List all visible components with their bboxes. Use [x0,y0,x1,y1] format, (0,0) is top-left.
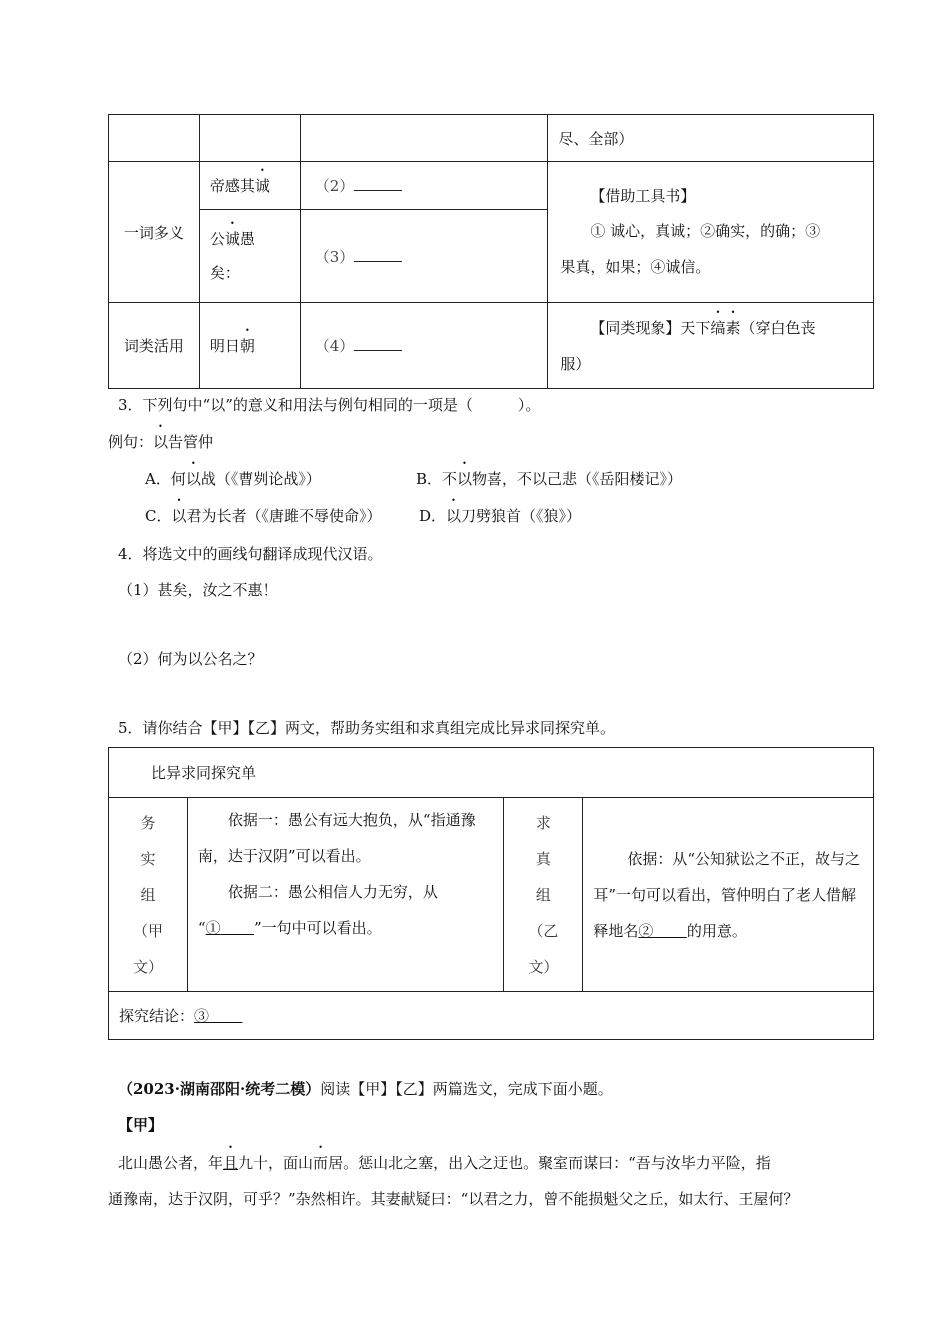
answer-blank-4[interactable]: （4） [300,303,548,389]
option-d[interactable]: D．以刀劈狼首（《狼》） [419,507,582,525]
answer-blank-3b[interactable]: ③ [194,1007,210,1025]
similar-phenomenon-note: 【同类现象】天下缟素（穿白色丧 服） [548,303,874,389]
passage-label-jia: 【甲】 [118,1116,164,1134]
group-label-truth: 求 真 组 （乙 文） [504,798,583,992]
question-4-stem: 4．将选文中的画线句翻译成现代汉语。 [118,545,383,563]
question-5-stem: 5．请你结合【甲】【乙】两文，帮助务实组和求真组完成比异求同探究单。 [118,719,616,737]
comparison-table [108,747,874,1040]
question-3-stem: 3．下列句中“以”的意义和用法与例句相同的一项是（ ）。 [118,396,541,414]
option-a[interactable]: A．何以战（《曹刿论战》） [145,470,321,488]
question-4-sentence-2: （2）何为以公名之？ [118,650,263,668]
passage-header: （2023·湖南邵阳·统考二模）阅读【甲】【乙】两篇选文，完成下面小题。 [118,1080,613,1098]
option-b[interactable]: B．不以物喜，不以己悲（《岳阳楼记》） [416,470,683,488]
sentence-2: 公诚愚 矣： [199,210,300,303]
practical-evidence: 依据一：愚公有远大抱负，从“指通豫南，达于汉阴”可以看出。 依据二：愚公相信人力无穷，从 “① ”一句中可以看出。 [187,798,504,992]
truth-evidence: 依据：从“公知狱讼之不正，故与之耳”一句可以看出，管仲明白了老人借解释地名② 的用意。 [583,798,874,992]
sentence-3: 明日朝 [199,303,300,389]
answer-blank-2[interactable]: （2） [300,162,548,210]
passage-line-2: 通豫南，达于汉阴，可乎？”杂然相许。其妻献疑曰：“以君之力，曾不能损魁父之丘，如太行、王屋何？ [108,1190,799,1208]
answer-blank-1[interactable]: ① [205,919,221,937]
passage-line-1: 北山愚公者，年且九十，面山而居。惩山北之塞，出入之迂也。聚室而谋曰：“吾与汝毕力平险，指 [118,1154,771,1172]
conclusion-row: 探究结论：③ [109,992,874,1040]
answer-blank-3[interactable]: （3） [300,210,548,303]
word-meaning-table [108,114,874,389]
table1-cell-continued: 尽、全部） [548,115,874,162]
option-c[interactable]: C．以君为长者（《唐雎不辱使命》） [145,507,382,525]
dictionary-note: 【借助工具书】 ① 诚心，真诚；②确实，的确；③ 果真，如果；④诚信。 [548,162,874,303]
sentence-1: 帝感其诚 [199,162,300,210]
comparison-table-title: 比异求同探究单 [109,748,874,798]
row-label-polysemy: 一词多义 [109,162,200,303]
group-label-practical: 务 实 组 （甲 文） [109,798,188,992]
row-label-conversion: 词类活用 [109,303,200,389]
question-4-sentence-1: （1）甚矣，汝之不惠！ [118,581,278,599]
answer-blank-2b[interactable]: ② [638,921,654,940]
question-3-example: 例句：以告管仲 [108,433,214,451]
